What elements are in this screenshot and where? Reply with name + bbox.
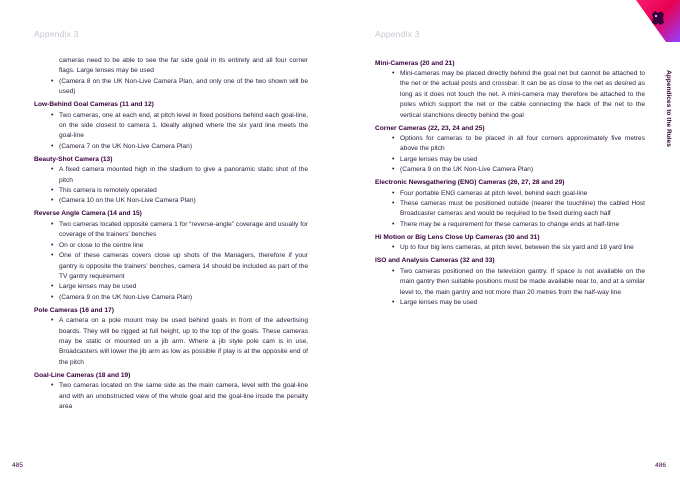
section-title: Beauty-Shot Camera (13)	[34, 155, 113, 163]
page-number: 485	[12, 462, 23, 469]
bullet-list	[34, 381, 308, 412]
list-item: • These cameras must be positioned outside (nearer the touchline) the cabled Host Broadcaster cameras and would be required to be fixed during each half	[375, 199, 645, 220]
list-item: • Options for cameras to be placed in all four corners approximately five metres above the pitch	[375, 134, 645, 155]
bullet-list	[34, 220, 308, 303]
list-item: • Two cameras located opposite camera 1 for “reverse-angle” coverage and usually for coverage of the trainers’ benches	[34, 220, 308, 241]
section	[375, 256, 645, 308]
list-item: • (Camera 8 on the UK Non-Live Camera Plan, and only one of the two shown will be used)	[34, 77, 308, 98]
list-item: • One of these cameras covers close up shots of the Managers, therefore if your gantry is opposite the trainers’ benches, camera 14 should be included as part of the TV gantry requirement	[34, 251, 308, 282]
page-content	[375, 56, 645, 308]
page-header: Appendix 3	[34, 29, 79, 39]
list-item: • A camera on a pole mount may be used behind goals in front of the advertising boards. They will be rigged at full height, up to the top of the goals. These cameras may be static or mounted on a jib arm. Where a jib style pole cam is in use, Broadcasters will lower the jib arm as low as possible if play is at the opposite end of the pitch	[34, 316, 308, 368]
section-title: Goal-Line Cameras (18 and 19)	[34, 371, 131, 379]
section	[375, 233, 645, 254]
lion-crest-icon	[648, 8, 668, 28]
section	[34, 155, 308, 207]
section-title: Electronic Newsgathering (ENG) Cameras (26, 27, 28 and 29)	[375, 179, 565, 187]
bullet-list	[375, 189, 645, 231]
list-item: • (Camera 9 on the UK Non-Live Camera Plan)	[375, 165, 645, 175]
section	[375, 124, 645, 176]
right-page	[340, 0, 680, 483]
list-item: • (Camera 10 on the UK Non-Live Camera Plan)	[34, 196, 308, 206]
page-number: 486	[655, 462, 666, 469]
bullet-list	[375, 267, 645, 309]
section-title: Hi Motion or Big Lens Close Up Cameras (30 and 31)	[375, 233, 540, 241]
list-item: • Mini-cameras may be placed directly behind the goal net but cannot be attached to the net or the actual posts and crossbar. It can be as close to the net as desired as long as it does not touch the net. A mini-camera may therefore be attached to the poles which support the net or the cable connecting the back of the net to the vertical stanchions directly behind the goal	[375, 69, 645, 121]
section-title: ISO and Analysis Cameras (32 and 33)	[375, 257, 495, 265]
bullet-list	[375, 134, 645, 176]
bullet-list	[375, 243, 645, 253]
list-item: • Two cameras located on the same side as the main camera, level with the goal-line and with an unobstructed view of the whole goal and the goal-line inside the penalty area	[34, 381, 308, 412]
list-item: • Large lenses may be used	[375, 298, 645, 308]
list-item: • (Camera 7 on the UK Non-Live Camera Plan)	[34, 142, 308, 152]
page-content	[34, 56, 308, 412]
section	[34, 100, 308, 152]
section	[34, 371, 308, 413]
list-item: • Large lenses may be used	[34, 282, 308, 292]
list-item: • Two cameras, one at each end, at pitch level in fixed positions behind each goal-line, on the side closest to camera 1. Ideally aligned where the six yard line meets the goal-line	[34, 111, 308, 142]
list-item: • A fixed camera mounted high in the stadium to give a panoramic static shot of the pitch	[34, 165, 308, 186]
list-item: • This camera is remotely operated	[34, 186, 308, 196]
section	[34, 306, 308, 368]
list-item: • On or close to the centre line	[34, 241, 308, 251]
list-item: • (Camera 9 on the UK Non-Live Camera Plan)	[34, 293, 308, 303]
list-item: cameras need to be able to see the far side goal in its entirety and all four corner flags. Large lenses may be used	[59, 57, 308, 75]
section-title: Corner Cameras (22, 23, 24 and 25)	[375, 124, 485, 132]
side-label: Appendices to the Rules	[665, 70, 672, 147]
section-title: Mini-Cameras (20 and 21)	[375, 59, 455, 67]
bullet-list	[375, 69, 645, 121]
list-item: • Four portable ENG cameras at pitch level, behind each goal-line	[375, 189, 645, 199]
section	[375, 59, 645, 121]
list-item: • Large lenses may be used	[375, 155, 645, 165]
list-item: • Two cameras positioned on the television gantry. If space is not available on the main gantry then suitable positions must be made available near to, and at a similar level to, the main gantry and not more than 20 metres from the half-way line	[375, 267, 645, 298]
bullet-list	[34, 111, 308, 153]
section	[34, 209, 308, 303]
section	[375, 178, 645, 230]
section-title: Reverse Angle Camera (14 and 15)	[34, 210, 142, 218]
section	[34, 56, 308, 98]
list-item: • Up to four big lens cameras, at pitch level, between the six yard and 18 yard line	[375, 243, 645, 253]
page-header: Appendix 3	[375, 29, 420, 39]
section-title: Low-Behind Goal Cameras (11 and 12)	[34, 101, 154, 109]
bullet-list	[34, 165, 308, 207]
section-title: Pole Cameras (16 and 17)	[34, 306, 114, 314]
bullet-list	[34, 56, 308, 98]
bullet-list	[34, 316, 308, 368]
list-item: • There may be a requirement for these cameras to change ends at half-time	[375, 220, 645, 230]
